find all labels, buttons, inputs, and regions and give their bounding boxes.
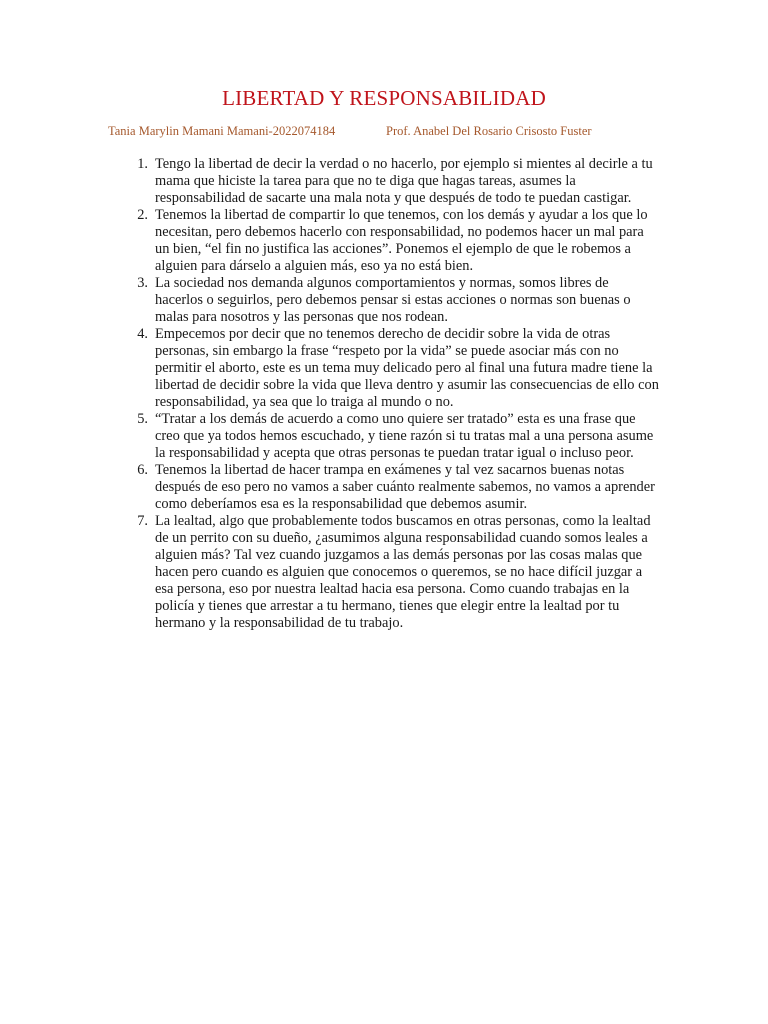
list-item-text: La sociedad nos demanda algunos comportamientos y normas, somos libres de hacerlos o seguirlos, pero debemos pensar si estas acciones o normas son buenas o malas para nosotros y las personas que nos rodean. [155, 275, 631, 325]
list-item [120, 513, 660, 632]
list-item-number: 4. [137, 326, 148, 342]
list-item-text: Tenemos la libertad de hacer trampa en exámenes y tal vez sacarnos buenas notas después de eso pero no vamos a saber cuánto realmente sabemos, no vamos a aprender como deberíamos esa es la responsabilidad que debemos asumir. [155, 462, 655, 512]
list-item-text: La lealtad, algo que probablemente todos buscamos en otras personas, como la lealtad de un perrito con su dueño, ¿asumimos alguna responsabilidad cuando somos leales a alguien más? Tal vez cuando juzgamos a las demás personas por las cosas malas que hacen pero cuando es alguien que conocemos o queremos, se no hace difícil juzgar a esa persona, eso por nuestra lealtad hacia esa persona. Como cuando trabajas en la policía y tienes que arrestar a tu hermano, tienes que elegir entre la lealtad por tu hermano y la responsabilidad de tu trabajo. [155, 513, 651, 631]
list-item [120, 411, 660, 462]
list-item-text: Empecemos por decir que no tenemos derecho de decidir sobre la vida de otras personas, sin embargo la frase “respeto por la vida” se puede asociar más con no permitir el aborto, este es un tema muy delicado pero al final una futura madre tiene la libertad de decidir sobre la vida que lleva dentro y asumir las consecuencias de ello con responsabilidad, ya sea que lo traiga al mundo o no. [155, 326, 659, 410]
list-item [120, 326, 660, 411]
list-item [120, 462, 660, 513]
list-item-number: 3. [137, 275, 148, 291]
list-item-text: “Tratar a los demás de acuerdo a como uno quiere ser tratado” esta es una frase que creo que ya todos hemos escuchado, y tiene razón si tu tratas mal a una persona asume la responsabilidad y acepta que otras personas te puedan tratar igual o incluso peor. [155, 411, 654, 461]
list-item-text: Tengo la libertad de decir la verdad o no hacerlo, por ejemplo si mientes al decirle a tu mama que hiciste la tarea para que no te diga que hagas tareas, asumes la responsabilidad de sacarte una mala nota y que después de todo te puedan castigar. [155, 156, 653, 206]
professor-name: Prof. Anabel Del Rosario Crisosto Fuster [386, 124, 592, 138]
list-item-number: 7. [137, 513, 148, 529]
list-item-text: Tenemos la libertad de compartir lo que tenemos, con los demás y ayudar a los que lo necesitan, pero debemos hacerlo con responsabilidad, no podemos hacer un mal para un bien, “el fin no justifica las acciones”. Ponemos el ejemplo de que le robemos a alguien para dárselo a alguien más, eso ya no está bien. [155, 207, 648, 274]
list-item-number: 5. [137, 411, 148, 427]
list-item [120, 207, 660, 275]
list-item [120, 275, 660, 326]
list-item [120, 156, 660, 207]
list-item-number: 1. [137, 156, 148, 172]
numbered-list [120, 156, 660, 632]
document-title: LIBERTAD Y RESPONSABILIDAD [222, 86, 546, 110]
student-name: Tania Marylin Mamani Mamani-2022074184 [108, 124, 336, 138]
list-item-number: 6. [137, 462, 148, 478]
list-item-number: 2. [137, 207, 148, 223]
